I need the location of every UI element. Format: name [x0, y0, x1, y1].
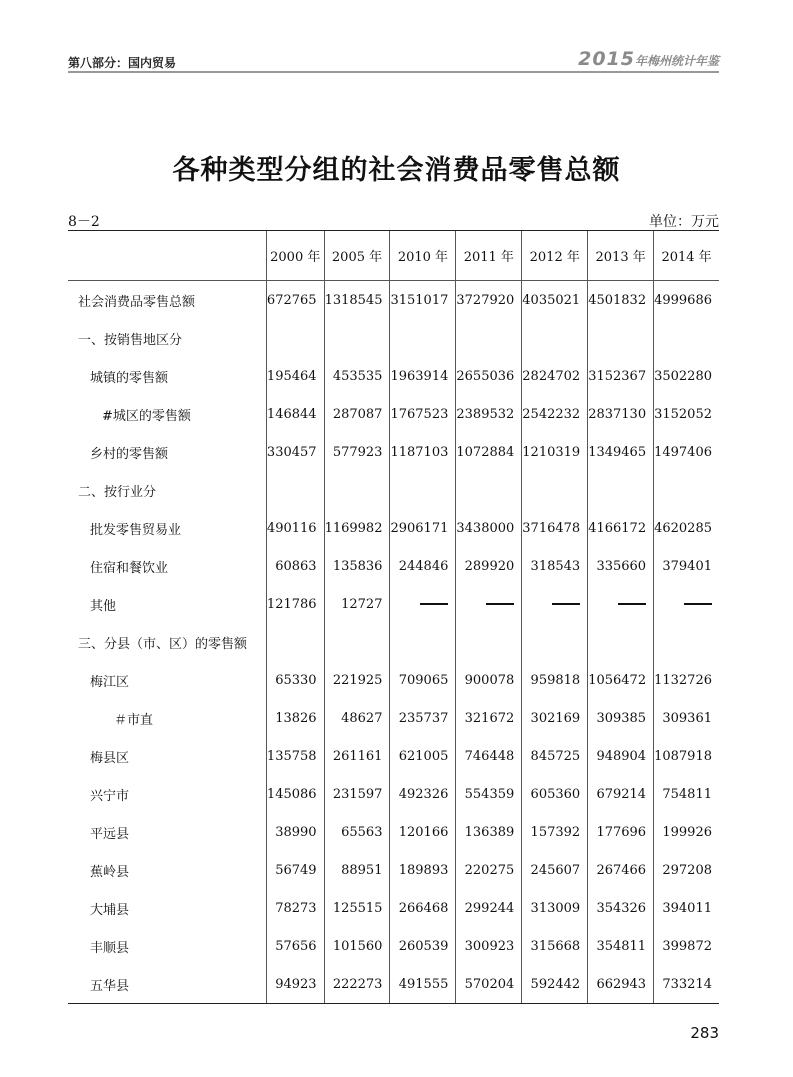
value-cell: 2906171 — [390, 509, 456, 547]
empty-cell — [588, 471, 654, 509]
header-rule — [68, 71, 719, 73]
value-cell: 3151017 — [390, 281, 456, 320]
value-cell: 3438000 — [456, 509, 522, 547]
value-cell: 267466 — [588, 851, 654, 889]
value-cell: 2824702 — [522, 357, 588, 395]
value-cell: 220275 — [456, 851, 522, 889]
value-cell: 121786 — [266, 585, 324, 623]
row-label: 平远县 — [90, 826, 130, 842]
empty-cell — [390, 319, 456, 357]
value-cell: 245607 — [522, 851, 588, 889]
value-cell: 299244 — [456, 889, 522, 927]
empty-cell — [522, 623, 588, 661]
value-cell: 3716478 — [522, 509, 588, 547]
table-row — [68, 699, 719, 737]
empty-cell — [390, 623, 456, 661]
column-header-year: 2000 年 — [266, 231, 324, 281]
value-cell: 1497406 — [654, 433, 719, 471]
value-cell: 621005 — [390, 737, 456, 775]
empty-cell — [588, 623, 654, 661]
value-cell: 260539 — [390, 927, 456, 965]
table-row — [68, 813, 719, 851]
value-cell: 48627 — [324, 699, 390, 737]
value-cell: 1349465 — [588, 433, 654, 471]
value-cell: 12727 — [324, 585, 390, 623]
row-label: 梅江区 — [90, 674, 130, 690]
value-cell: 1132726 — [654, 661, 719, 699]
value-cell: 492326 — [390, 775, 456, 813]
value-cell: 146844 — [266, 395, 324, 433]
value-cell: 490116 — [266, 509, 324, 547]
value-cell: 125515 — [324, 889, 390, 927]
row-label: 大埔县 — [90, 902, 130, 918]
value-cell: 605360 — [522, 775, 588, 813]
value-cell: 4999686 — [654, 281, 719, 320]
value-cell: 101560 — [324, 927, 390, 965]
value-cell: 4035021 — [522, 281, 588, 320]
value-cell: 57656 — [266, 927, 324, 965]
row-label: 一、按销售地区分 — [78, 332, 183, 348]
value-cell: 135836 — [324, 547, 390, 585]
value-cell: 157392 — [522, 813, 588, 851]
row-label: 蕉岭县 — [90, 864, 130, 880]
value-cell: 1963914 — [390, 357, 456, 395]
value-cell: 222273 — [324, 965, 390, 1004]
table-row — [68, 661, 719, 699]
table-row — [68, 547, 719, 585]
row-label: 城镇的零售额 — [90, 370, 169, 386]
value-cell: 199926 — [654, 813, 719, 851]
no-data-cell — [588, 585, 654, 623]
page-title: 各种类型分组的社会消费品零售总额 — [172, 155, 621, 186]
column-header-label — [68, 231, 266, 281]
no-data-cell — [456, 585, 522, 623]
value-cell: 330457 — [266, 433, 324, 471]
value-cell: 78273 — [266, 889, 324, 927]
value-cell: 189893 — [390, 851, 456, 889]
table-row — [68, 281, 719, 320]
row-label: 社会消费品零售总额 — [78, 294, 196, 310]
row-label: 三、分县（市、区）的零售额 — [78, 636, 248, 652]
value-cell: 221925 — [324, 661, 390, 699]
column-header-year: 2010 年 — [390, 231, 456, 281]
empty-cell — [324, 319, 390, 357]
value-cell: 1056472 — [588, 661, 654, 699]
empty-cell — [266, 471, 324, 509]
value-cell: 554359 — [456, 775, 522, 813]
value-cell: 4620285 — [654, 509, 719, 547]
empty-cell — [588, 319, 654, 357]
value-cell: 354326 — [588, 889, 654, 927]
column-header-year: 2014 年 — [654, 231, 719, 281]
dash-mark — [618, 603, 646, 605]
row-label: ＃市直 — [114, 712, 154, 728]
value-cell: 94923 — [266, 965, 324, 1004]
row-label: 乡村的零售额 — [90, 446, 169, 462]
value-cell: 1318545 — [324, 281, 390, 320]
value-cell: 335660 — [588, 547, 654, 585]
table-row — [68, 889, 719, 927]
value-cell: 65563 — [324, 813, 390, 851]
value-cell: 1767523 — [390, 395, 456, 433]
value-cell: 120166 — [390, 813, 456, 851]
table-row — [68, 319, 719, 357]
yearbook-name: 年梅州统计年鉴 — [634, 54, 719, 68]
table-row — [68, 471, 719, 509]
value-cell: 2837130 — [588, 395, 654, 433]
value-cell: 145086 — [266, 775, 324, 813]
no-data-cell — [654, 585, 719, 623]
row-label: 五华县 — [68, 965, 266, 1004]
value-cell: 297208 — [654, 851, 719, 889]
column-header-year: 2013 年 — [588, 231, 654, 281]
value-cell: 733214 — [654, 965, 719, 1004]
value-cell: 354811 — [588, 927, 654, 965]
table-row — [68, 395, 719, 433]
column-header-year: 2005 年 — [324, 231, 390, 281]
empty-cell — [654, 471, 719, 509]
empty-cell — [522, 471, 588, 509]
value-cell: 2655036 — [456, 357, 522, 395]
value-cell: 261161 — [324, 737, 390, 775]
empty-cell — [654, 623, 719, 661]
table-row — [68, 623, 719, 661]
empty-cell — [266, 623, 324, 661]
empty-cell — [654, 319, 719, 357]
value-cell: 4166172 — [588, 509, 654, 547]
value-cell: 318543 — [522, 547, 588, 585]
table-row — [68, 357, 719, 395]
empty-cell — [390, 471, 456, 509]
value-cell: 315668 — [522, 927, 588, 965]
value-cell: 2389532 — [456, 395, 522, 433]
table-header-row — [68, 231, 719, 281]
yearbook-logo — [578, 48, 719, 70]
value-cell: 3727920 — [456, 281, 522, 320]
value-cell: 136389 — [456, 813, 522, 851]
empty-cell — [522, 319, 588, 357]
page-number: 283 — [690, 1024, 719, 1042]
value-cell: 3152367 — [588, 357, 654, 395]
value-cell: 3502280 — [654, 357, 719, 395]
value-cell: 1072884 — [456, 433, 522, 471]
empty-cell — [324, 623, 390, 661]
value-cell: 754811 — [654, 775, 719, 813]
value-cell: 88951 — [324, 851, 390, 889]
value-cell: 1169982 — [324, 509, 390, 547]
value-cell: 302169 — [522, 699, 588, 737]
section-header: 第八部分：国内贸易 — [68, 56, 177, 70]
value-cell: 300923 — [456, 927, 522, 965]
table-row — [68, 965, 719, 1004]
value-cell: 244846 — [390, 547, 456, 585]
value-cell: 900078 — [456, 661, 522, 699]
value-cell: 1187103 — [390, 433, 456, 471]
row-label: 住宿和餐饮业 — [90, 560, 169, 576]
row-label: 梅县区 — [90, 750, 130, 766]
empty-cell — [456, 623, 522, 661]
row-label: 丰顺县 — [90, 940, 130, 956]
value-cell: 321672 — [456, 699, 522, 737]
value-cell: 453535 — [324, 357, 390, 395]
no-data-cell — [390, 585, 456, 623]
value-cell: 570204 — [456, 965, 522, 1004]
row-label: 二、按行业分 — [78, 484, 157, 500]
value-cell: 746448 — [456, 737, 522, 775]
value-cell: 3152052 — [654, 395, 719, 433]
value-cell: 399872 — [654, 927, 719, 965]
value-cell: 309385 — [588, 699, 654, 737]
value-cell: 662943 — [588, 965, 654, 1004]
value-cell: 235737 — [390, 699, 456, 737]
column-header-year: 2011 年 — [456, 231, 522, 281]
retail-sales-table — [68, 230, 719, 1004]
value-cell: 959818 — [522, 661, 588, 699]
value-cell: 289920 — [456, 547, 522, 585]
empty-cell — [266, 319, 324, 357]
value-cell: 491555 — [390, 965, 456, 1004]
table-row — [68, 585, 719, 623]
value-cell: 1087918 — [654, 737, 719, 775]
table-row — [68, 851, 719, 889]
value-cell: 679214 — [588, 775, 654, 813]
value-cell: 2542232 — [522, 395, 588, 433]
row-label: 兴宁市 — [90, 788, 130, 804]
empty-cell — [324, 471, 390, 509]
value-cell: 709065 — [390, 661, 456, 699]
value-cell: 592442 — [522, 965, 588, 1004]
value-cell: 379401 — [654, 547, 719, 585]
yearbook-year: 2015 — [578, 48, 635, 70]
value-cell: 65330 — [266, 661, 324, 699]
column-header-year: 2012 年 — [522, 231, 588, 281]
dash-mark — [552, 603, 580, 605]
empty-cell — [456, 471, 522, 509]
value-cell: 135758 — [266, 737, 324, 775]
value-cell: 287087 — [324, 395, 390, 433]
value-cell: 672765 — [266, 281, 324, 320]
empty-cell — [456, 319, 522, 357]
value-cell: 177696 — [588, 813, 654, 851]
table-number: 8－2 — [68, 214, 100, 230]
row-label: #城区的零售额 — [102, 408, 191, 424]
row-label: 其他 — [90, 598, 117, 614]
value-cell: 38990 — [266, 813, 324, 851]
value-cell: 313009 — [522, 889, 588, 927]
value-cell: 394011 — [654, 889, 719, 927]
table-row — [68, 775, 719, 813]
table-row — [68, 433, 719, 471]
value-cell: 13826 — [266, 699, 324, 737]
table-row — [68, 927, 719, 965]
value-cell: 56749 — [266, 851, 324, 889]
table-row — [68, 509, 719, 547]
value-cell: 231597 — [324, 775, 390, 813]
no-data-cell — [522, 585, 588, 623]
value-cell: 1210319 — [522, 433, 588, 471]
value-cell: 845725 — [522, 737, 588, 775]
value-cell: 4501832 — [588, 281, 654, 320]
unit-label: 单位：万元 — [649, 214, 719, 230]
row-label: 批发零售贸易业 — [90, 522, 182, 538]
value-cell: 195464 — [266, 357, 324, 395]
value-cell: 309361 — [654, 699, 719, 737]
dash-mark — [420, 603, 448, 605]
value-cell: 577923 — [324, 433, 390, 471]
value-cell: 948904 — [588, 737, 654, 775]
dash-mark — [684, 603, 712, 605]
value-cell: 266468 — [390, 889, 456, 927]
table-row — [68, 737, 719, 775]
value-cell: 60863 — [266, 547, 324, 585]
dash-mark — [486, 603, 514, 605]
